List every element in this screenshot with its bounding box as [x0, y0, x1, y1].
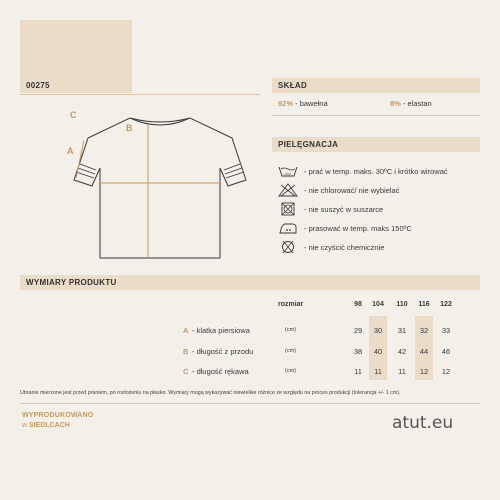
dimension-unit: (cm): [285, 368, 296, 374]
care-item: [278, 202, 383, 216]
dimension-value: 44: [419, 347, 429, 356]
dimension-value: 11: [354, 367, 362, 376]
care-text: - nie suszyć w suszarce: [304, 204, 384, 214]
dimension-value: 38: [353, 347, 363, 356]
made-in-line1: WYPRODUKOWANO: [22, 412, 94, 419]
dimension-value: 31: [397, 326, 407, 335]
care-text: - nie czyścić chemicznie: [304, 242, 385, 252]
composition-item: [278, 99, 328, 108]
size-header: 122: [440, 301, 452, 308]
footnote: Ubranie mierzone jest przed praniem, po rozłożeniu na płasko. Wymiary mogą wykazywać niewielkie różnice ze względu na proces produkcji (tolerancja +/- 1 cm).: [20, 390, 401, 396]
care-item: [278, 240, 384, 254]
size-label: rozmiar: [278, 301, 304, 308]
dimension-value: 11: [398, 367, 406, 376]
size-header: 110: [396, 301, 408, 308]
dimension-value: 12: [441, 367, 451, 376]
dimension-value: 30: [373, 326, 383, 335]
composition-material: - bawełna: [295, 99, 328, 108]
dimension-value: 42: [397, 347, 407, 356]
diagram-letter-a: A: [67, 146, 74, 156]
brand-logo[interactable]: atut.eu: [392, 413, 454, 433]
tshirt-diagram: [60, 98, 260, 268]
iron-150-icon: [278, 221, 298, 235]
dimension-value: 46: [441, 347, 451, 356]
size-header: 104: [372, 301, 384, 308]
dimension-value: 11: [374, 367, 382, 376]
composition-item: [390, 99, 432, 108]
no-dry-clean-icon: [278, 240, 298, 254]
no-tumble-dry-icon: [278, 202, 298, 216]
dimension-letter: B: [183, 347, 189, 356]
size-header: 116: [418, 301, 430, 308]
composition-pct: 92%: [278, 99, 294, 108]
diagram-letter-c: C: [70, 110, 77, 120]
diagram-letter-b: B: [126, 123, 133, 133]
dimension-letter: C: [183, 367, 189, 376]
dimension-value: 40: [373, 347, 383, 356]
dimension-row: [20, 326, 480, 340]
made-in-prefix: w: [22, 422, 29, 429]
composition-pct: 8%: [390, 99, 401, 108]
divider: [20, 403, 480, 404]
care-text: - prać w temp. maks. 30ºC i krótko wirować: [304, 166, 448, 176]
dimension-unit: (cm): [285, 327, 296, 333]
care-item: [278, 221, 412, 235]
dimension-letter: A: [183, 326, 189, 335]
divider: [20, 94, 260, 95]
care-text: - prasować w temp. maks 150ºC: [304, 223, 412, 233]
wash-30-icon: [278, 164, 298, 178]
dimension-row: [20, 347, 480, 361]
composition-material: - elastan: [402, 99, 432, 108]
dimension-name: - długość z przodu: [192, 347, 254, 356]
care-title: PIELĘGNACJA: [272, 137, 480, 152]
dimension-unit: (cm): [285, 348, 296, 354]
dimension-value: 12: [419, 367, 429, 376]
composition-title: SKŁAD: [272, 78, 480, 93]
dimensions-title: WYMIARY PRODUKTU: [20, 275, 480, 290]
care-item: [278, 183, 399, 197]
dimension-row: [20, 367, 480, 381]
size-header: 98: [354, 301, 362, 308]
product-card: [20, 20, 480, 480]
product-code: 00275: [20, 78, 132, 93]
made-in-line2: [22, 422, 70, 429]
care-text: - nie chlorować/ nie wybielać: [304, 185, 400, 195]
dimension-value: 29: [353, 326, 363, 335]
dimension-value: 33: [441, 326, 451, 335]
dimension-name: - długość rękawa: [192, 367, 249, 376]
divider: [272, 115, 480, 116]
top-color-band: [20, 20, 132, 78]
no-bleach-icon: [278, 183, 298, 197]
made-in-place: SIEDLCACH: [29, 422, 70, 429]
dimension-value: 32: [419, 326, 429, 335]
dimension-name: - klatka piersiowa: [192, 326, 250, 335]
care-item: [278, 164, 448, 178]
